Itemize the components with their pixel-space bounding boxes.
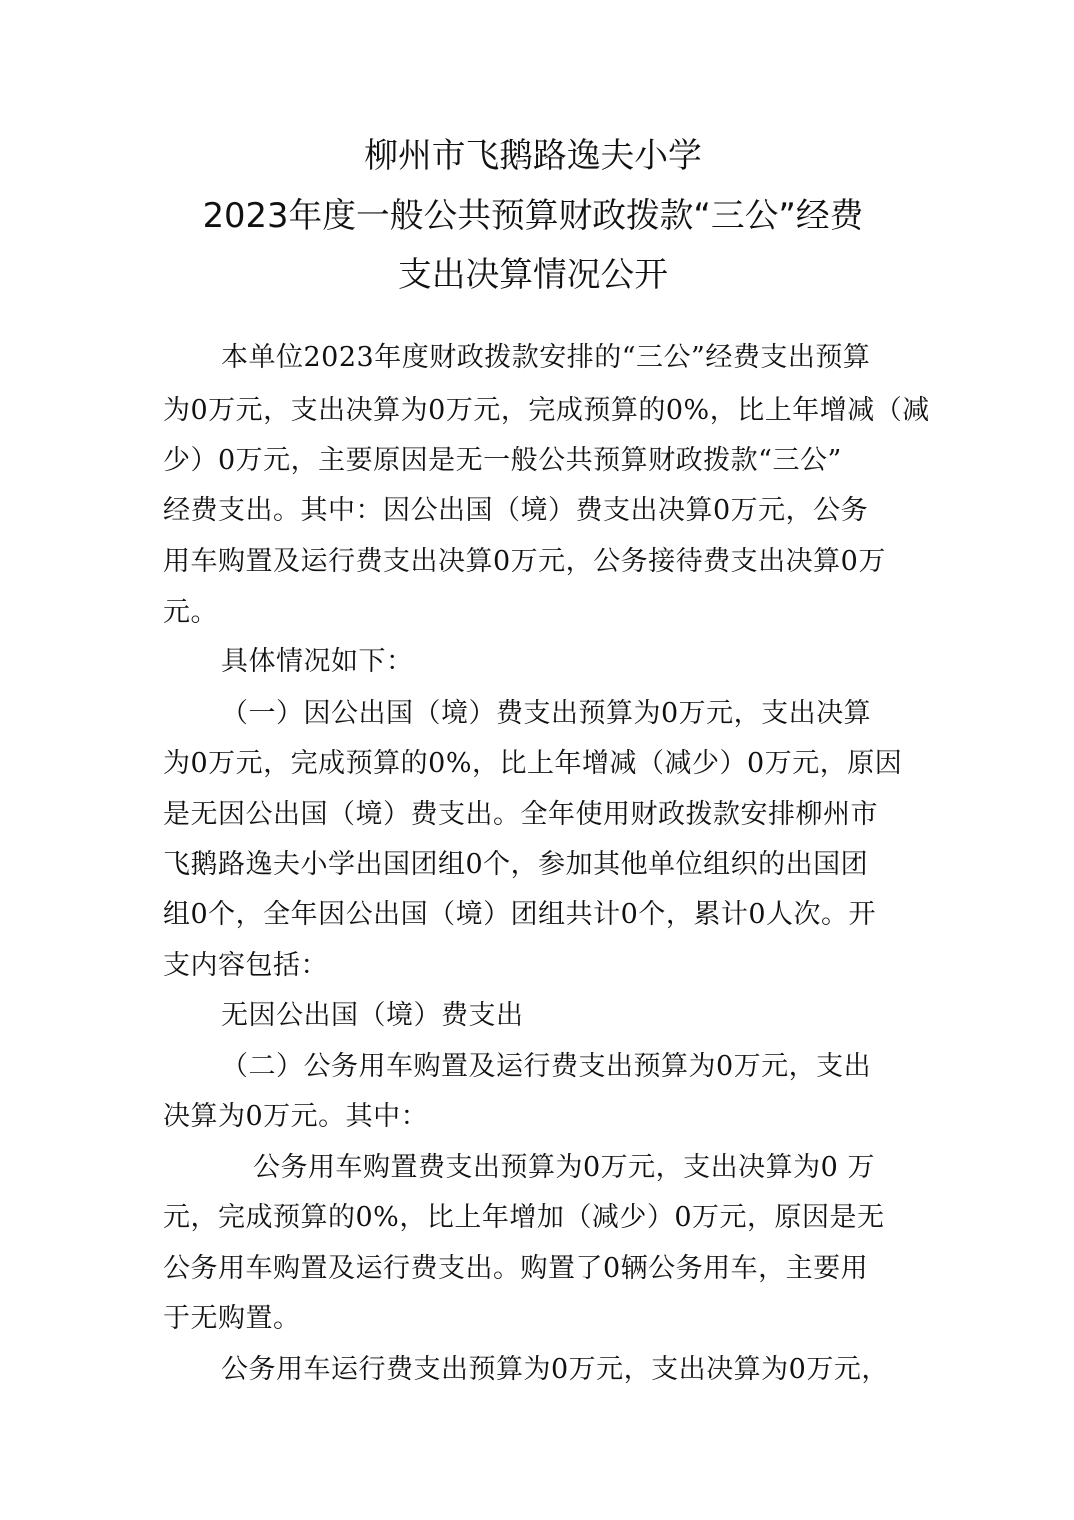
body-line-16: 决算为0万元。其中： xyxy=(163,1101,429,1132)
body-line-2: 为0万元，支出决算为0万元，完成预算的0%，比上年增减（减 xyxy=(163,395,930,426)
body-line-4: 经费支出。其中：因公出国（境）费支出决算0万元，公务 xyxy=(163,495,869,526)
body-line-5: 用车购置及运行费支出决算0万元，公务接待费支出决算0万 xyxy=(163,546,886,577)
body-line-9: 为0万元，完成预算的0%，比上年增减（减少）0万元，原因 xyxy=(163,748,903,779)
body-line-3: 少）0万元，主要原因是无一般公共预算财政拨款“三公” xyxy=(163,445,842,476)
title-line-3: 支出决算情况公开 xyxy=(398,255,668,295)
body-line-10: 是无因公出国（境）费支出。全年使用财政拨款安排柳州市 xyxy=(163,799,878,830)
body-line-11: 飞鹅路逸夫小学出国团组0个，参加其他单位组织的出国团 xyxy=(163,849,869,880)
body-line-7: 具体情况如下： xyxy=(221,646,414,677)
body-line-13: 支内容包括： xyxy=(163,950,328,981)
body-line-15: （二）公务用车购置及运行费支出预算为0万元，支出 xyxy=(221,1051,872,1082)
body-line-20: 于无购置。 xyxy=(163,1303,301,1334)
title-line-1: 柳州市飞鹅路逸夫小学 xyxy=(364,136,702,176)
body-line-18: 元，完成预算的0%，比上年增加（减少）0万元，原因是无 xyxy=(163,1202,885,1233)
body-line-12: 组0个，全年因公出国（境）团组共计0个，累计0人次。开 xyxy=(163,899,877,930)
title-line-2: 2023年度一般公共预算财政拨款“三公”经费 xyxy=(202,196,864,236)
body-line-14: 无因公出国（境）费支出 xyxy=(221,1000,524,1031)
body-line-8: （一）因公出国（境）费支出预算为0万元，支出决算 xyxy=(221,698,872,729)
body-line-17: 公务用车购置费支出预算为0万元，支出决算为0 万 xyxy=(253,1152,875,1183)
body-line-21: 公务用车运行费支出预算为0万元，支出决算为0万元， xyxy=(221,1354,889,1385)
body-line-19: 公务用车购置及运行费支出。购置了0辆公务用车，主要用 xyxy=(163,1253,869,1284)
body-line-6: 元。 xyxy=(163,597,218,628)
body-line-1: 本单位2023年度财政拨款安排的“三公”经费支出预算 xyxy=(221,342,871,373)
